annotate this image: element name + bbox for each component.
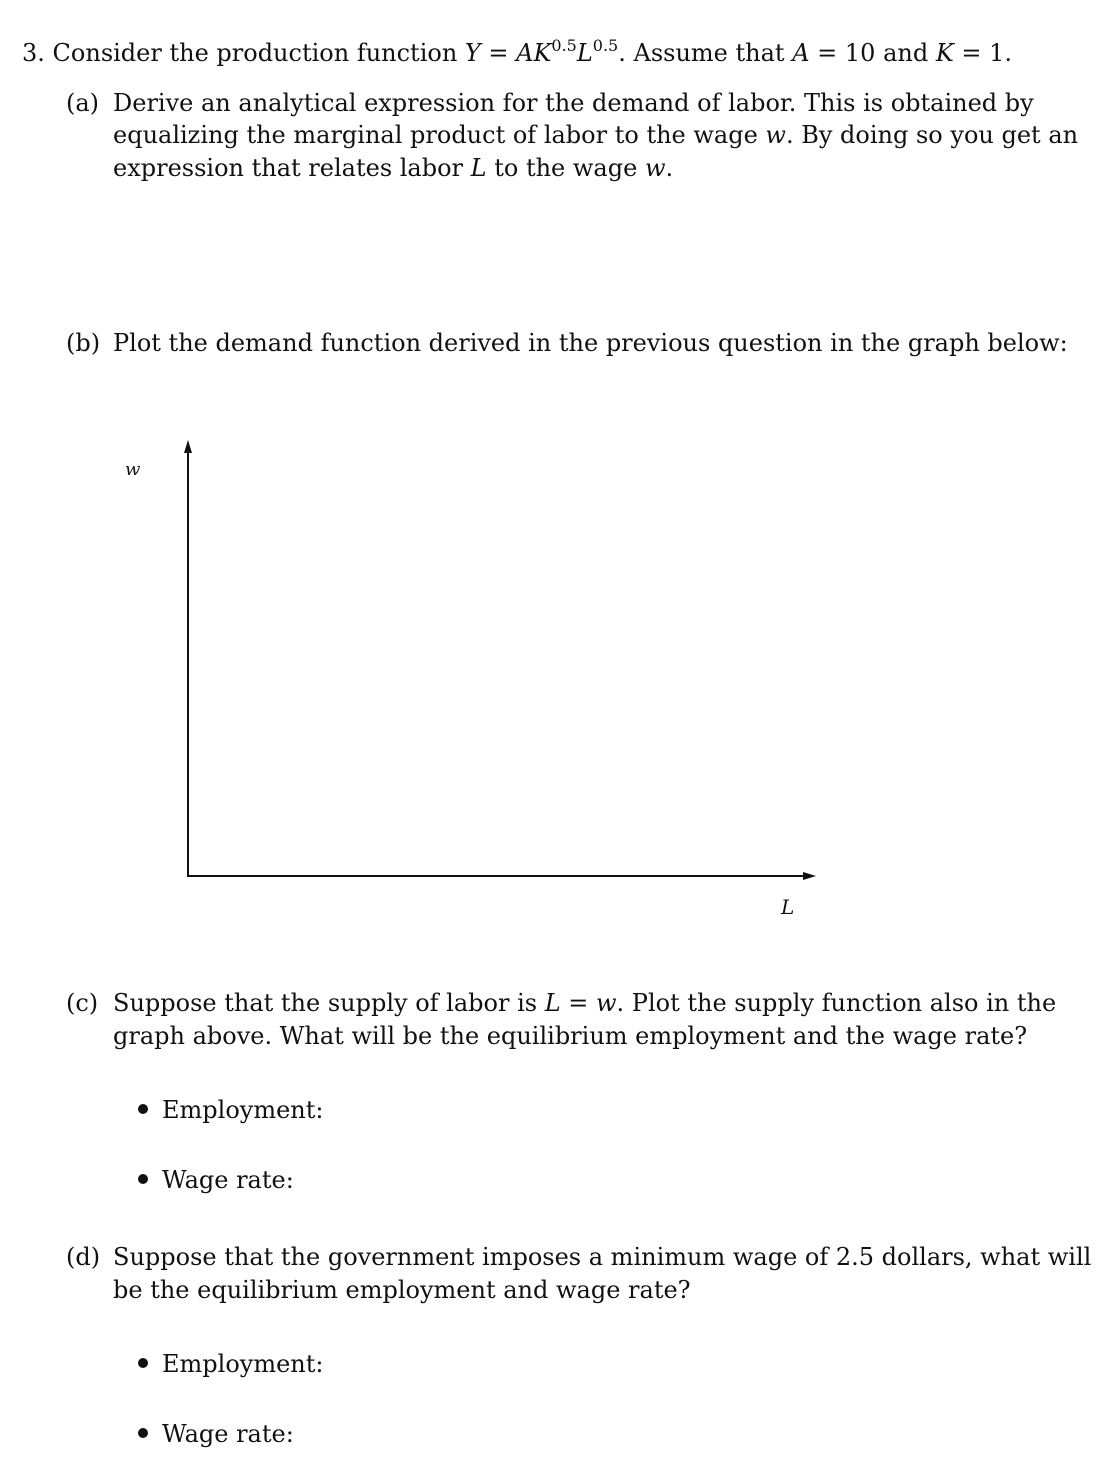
part-a-line-3: expression that relates labor L to the wage w.: [113, 154, 674, 182]
math-a-value: = 10 and: [809, 39, 936, 67]
part-a-line-2: equalizing the marginal product of labor to the wage w. By doing so you get an: [113, 121, 1079, 149]
part-d-line-1: Suppose that the government imposes a minimum wage of 2.5 dollars, what will: [113, 1243, 1092, 1271]
problem-number: 3.: [22, 39, 45, 67]
y-axis-label: w: [125, 459, 141, 480]
math-eq: =: [480, 39, 517, 67]
part-a-line-1: Derive an analytical expression for the demand of labor. This is obtained by: [113, 89, 1034, 117]
part-c-line-2: graph above. What will be the equilibrium employment and the wage rate?: [113, 1022, 1028, 1050]
math-l: L: [544, 989, 561, 1017]
math-ak: AK: [516, 39, 552, 67]
x-axis-label: L: [781, 895, 795, 919]
bullet-icon: [138, 1104, 148, 1114]
y-axis-arrow: [184, 440, 192, 453]
math-w: w: [644, 154, 666, 182]
math-a: A: [792, 39, 810, 67]
part-c-employment-item: Employment:: [138, 1095, 323, 1125]
bullet-icon: [138, 1358, 148, 1368]
math-w: w: [765, 121, 786, 149]
math-l: L: [576, 39, 593, 67]
part-b-label: (b): [66, 329, 101, 357]
math-l: L: [470, 154, 487, 182]
part-c-label: (c): [66, 989, 99, 1017]
problem-intro: Consider the production function: [52, 39, 465, 67]
part-d-employment-item: Employment:: [138, 1349, 323, 1379]
math-y: Y: [464, 39, 481, 67]
problem-assume: . Assume that: [618, 39, 793, 67]
x-axis-arrow: [803, 872, 816, 880]
part-b-text: Plot the demand function derived in the previous question in the graph below:: [113, 329, 1068, 357]
bullet-icon: [138, 1174, 148, 1184]
part-a-label: (a): [66, 89, 100, 117]
bullet-icon: [138, 1428, 148, 1438]
math-exp-k: 0.5: [551, 36, 577, 55]
part-d-line-2: be the equilibrium employment and wage rate?: [113, 1276, 691, 1304]
math-w: w: [596, 989, 617, 1017]
part-c-wage-item: Wage rate:: [138, 1165, 294, 1195]
math-k-value: = 1.: [953, 39, 1013, 67]
part-d-wage-item: Wage rate:: [138, 1419, 294, 1449]
math-k: K: [935, 39, 954, 67]
part-d-label: (d): [66, 1243, 101, 1271]
part-c-line-1: Suppose that the supply of labor is L = w. Plot the supply function also in the: [113, 989, 1057, 1017]
math-exp-l: 0.5: [592, 36, 619, 55]
